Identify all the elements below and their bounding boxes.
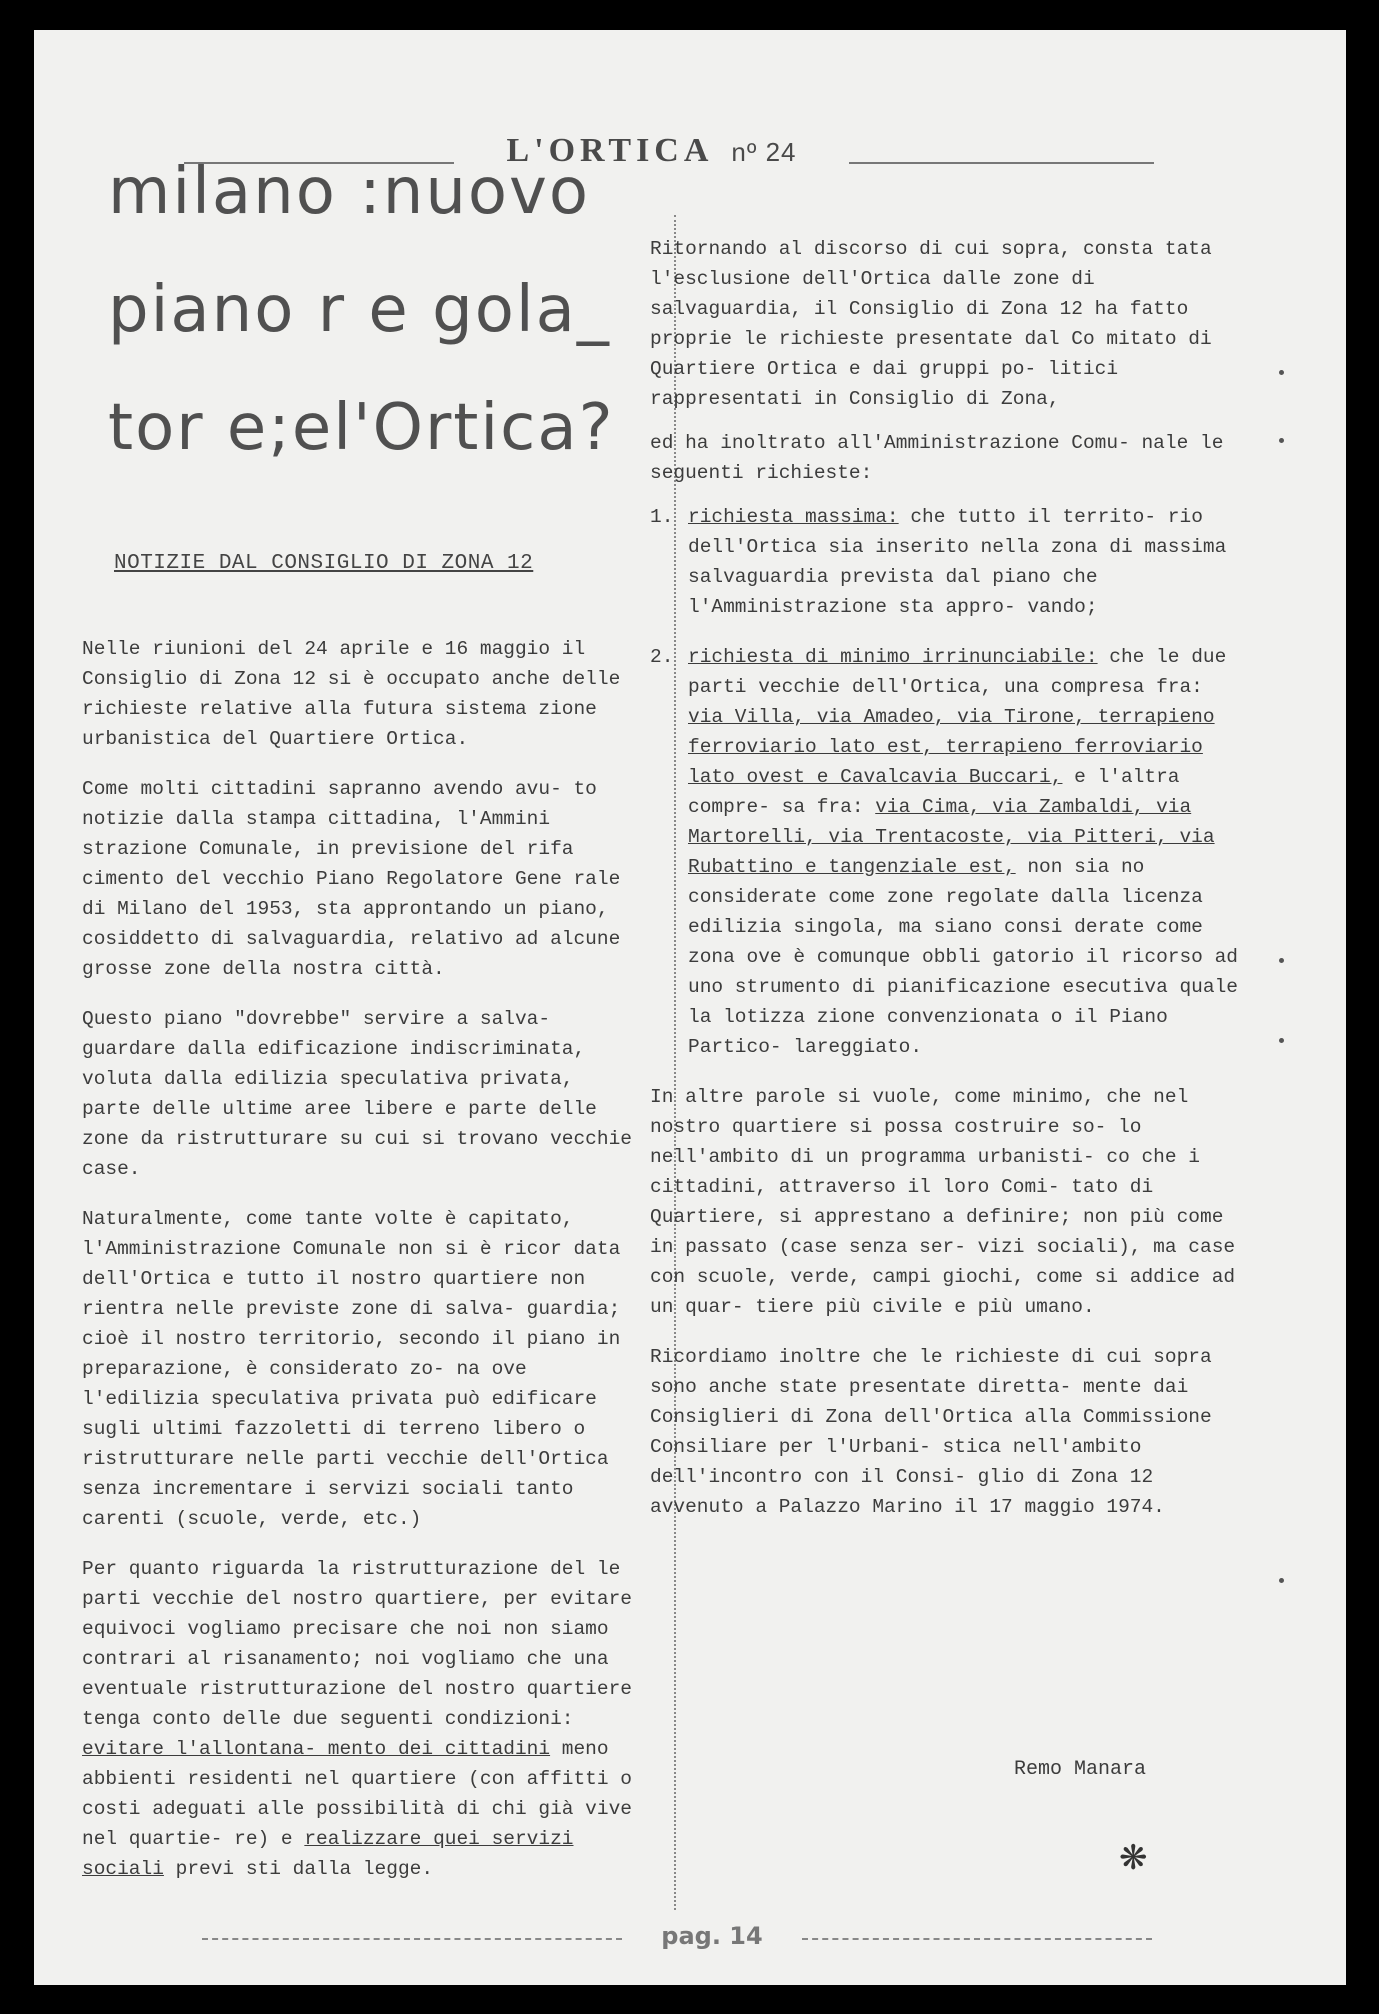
item-1-number: 1.: [650, 506, 674, 528]
page-footer: [202, 1922, 1152, 1962]
request-item-2: [650, 642, 1240, 1062]
p5-text-b: meno abbienti residenti nel quartiere (con affitti o costi adeguati alle possibilità di chi già vive nel quartie- re) e: [82, 1738, 632, 1850]
speck-mark: [1279, 1038, 1284, 1043]
left-paragraph-1: Nelle riunioni del 24 aprile e 16 maggio il Consiglio di Zona 12 si è occupato anche delle richieste relative alla futura sistema zione urbanistica del Quartiere Ortica.: [82, 638, 621, 750]
item-2-title: richiesta di minimo irrinunciabile:: [688, 646, 1098, 668]
section-title: NOTIZIE DAL CONSIGLIO DI ZONA 12: [114, 552, 534, 575]
speck-mark: [1279, 438, 1284, 443]
item-2-number: 2.: [650, 646, 674, 668]
document-page: [34, 30, 1346, 1985]
item-2-text-b: e l'altra compre- sa fra:: [688, 766, 1180, 818]
p5-text-c: previ sti dalla legge.: [163, 1858, 434, 1880]
ornament-icon: ❋: [1119, 1838, 1148, 1878]
left-paragraph-5: [82, 1554, 632, 1884]
p5-underline-2: realizzare quei servizi sociali: [82, 1828, 574, 1880]
left-paragraph-3: Questo piano "dovrebbe" servire a salva- guardare dalla edificazione indiscriminata, voluta dalla edilizia speculativa privata, parte delle ultime aree libere e parte delle zone da ristrutturare su cui si trovano vecchie case.: [82, 1008, 632, 1180]
right-paragraph-2: ed ha inoltrato all'Amministrazione Comu- nale le seguenti richieste:: [650, 432, 1224, 484]
p5-underline-1: evitare l'allontana- mento dei cittadini: [82, 1738, 551, 1760]
left-paragraph-2: Come molti cittadini sapranno avendo avu- to notizie dalla stampa cittadina, l'Ammini strazione Comunale, in previsione del rifa cimento del vecchio Piano Regolatore Gene rale di Milano del 1953, sta approntando un piano, cosiddetto di salvaguardia, relativo ad alcune grosse zone della nostra città.: [82, 778, 621, 980]
request-item-1: [650, 502, 1240, 622]
issue-number: nº 24: [731, 137, 797, 167]
right-paragraph-4: Ricordiamo inoltre che le richieste di cui sopra sono anche state presentate diretta- mente dai Consiglieri di Zona dell'Ortica alla Commissione Consiliare per l'Urbani- stica nell'ambito dell'incontro con il Consi- glio di Zona 12 avvenuto a Palazzo Marino il 17 maggio 1974.: [650, 1346, 1212, 1518]
headline-line-2: piano r e gola_: [108, 273, 611, 347]
item-2-streets-1: via Villa, via Amadeo, via Tirone, terrapieno ferroviario lato est, terrapieno ferroviario lato ovest e Cavalcavia Buccari,: [688, 706, 1215, 788]
headline-line-3: tor e;el'Ortica?: [108, 391, 615, 465]
masthead-title: L'ORTICA: [506, 132, 714, 169]
header-rule-right: [849, 162, 1154, 164]
p5-text-a: Per quanto riguarda la ristrutturazione del le parti vecchie del nostro quartiere, per evitare equivoci vogliamo precisare che noi non siamo contrari al risanamento; noi vogliamo che una eventuale ristrutturazione del nostro quartiere tenga conto delle due seguenti condizioni:: [82, 1558, 632, 1730]
item-2-text-c: non sia no considerate come zone regolate dalla licenza edilizia singola, ma siano consi derate come zona ove è comunque obbli gatorio il ricorso ad uno strumento di pianificazione esecutiva quale la lotizza zione convenzionata o il Piano Partico- lareggiato.: [688, 856, 1238, 1058]
right-column: [650, 234, 1240, 1542]
speck-mark: [1279, 370, 1284, 375]
right-paragraph-1: Ritornando al discorso di cui sopra, consta tata l'esclusione dell'Ortica dalle zone di salvaguardia, il Consiglio di Zona 12 ha fatto proprie le richieste presentate dal Co mitato di Quartiere Ortica e dai gruppi po- litici rappresentati in Consiglio di Zona,: [650, 238, 1212, 410]
item-2-streets-2: via Cima, via Zambaldi, via Martorelli, via Trentacoste, via Pitteri, via Rubattino e tangenziale est,: [688, 796, 1215, 878]
footer-rule-right: [802, 1938, 1152, 1940]
page-number: pag. 14: [661, 1922, 763, 1950]
speck-mark: [1279, 958, 1284, 963]
right-paragraph-3: In altre parole si vuole, come minimo, che nel nostro quartiere si possa costruire so- lo nell'ambito di un programma urbanisti- co che i cittadini, attraverso il loro Comi- tato di Quartiere, si apprestano a definire; non più come in passato (case senza ser- vizi sociali), ma case con scuole, verde, campi giochi, come si addice ad un quar- tiere più civile e più umano.: [650, 1086, 1236, 1318]
item-1-title: richiesta massima:: [688, 506, 899, 528]
footer-rule-left: [202, 1938, 622, 1940]
item-1-text: che tutto il territo- rio dell'Ortica sia inserito nella zona di massima salvaguardia prevista dal piano che l'Amministrazione sta appro- vando;: [688, 506, 1227, 618]
speck-mark: [1279, 1578, 1284, 1583]
item-2-text-a: che le due parti vecchie dell'Ortica, una compresa fra:: [688, 646, 1227, 698]
headline-line-1: milano :nuovo: [108, 155, 591, 229]
left-paragraph-4: Naturalmente, come tante volte è capitato, l'Amministrazione Comunale non si è ricor data dell'Ortica e tutto il nostro quartiere non rientra nelle previste zone di salva- guardia; cioè il nostro territorio, secondo il piano in preparazione, è considerato zo- na ove l'edilizia speculativa privata può edificare sugli ultimi fazzoletti di terreno libero o ristrutturare nelle parti vecchie dell'Ortica senza incrementare i servizi sociali tanto carenti (scuole, verde, etc.): [82, 1208, 621, 1530]
left-column: [82, 634, 632, 1904]
author-signature: Remo Manara: [1014, 1758, 1147, 1781]
